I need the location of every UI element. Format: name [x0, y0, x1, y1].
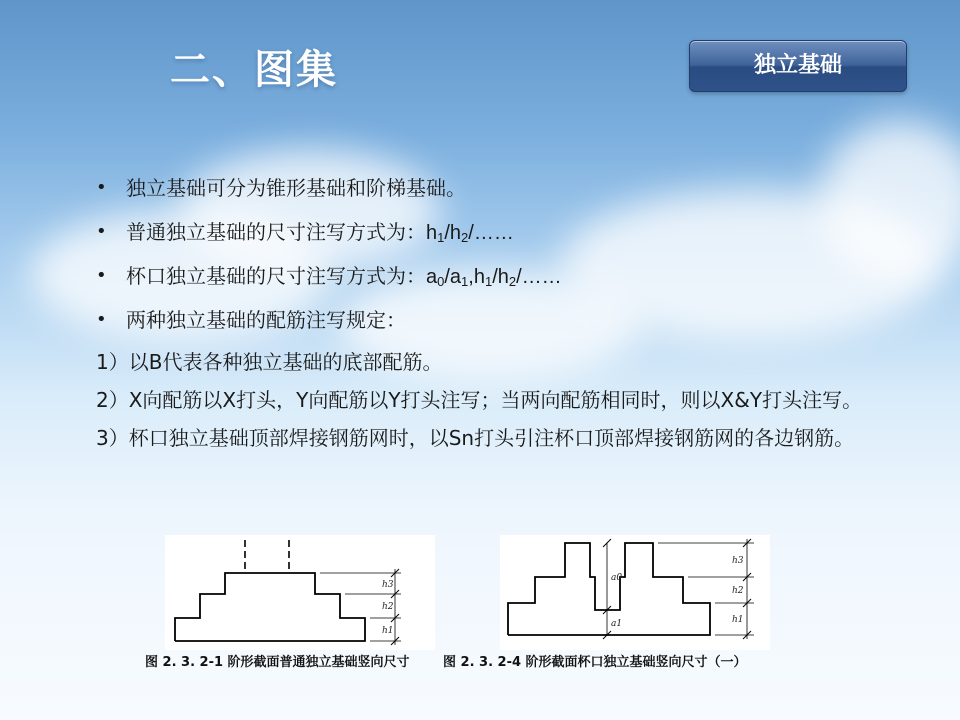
bullet-icon: • [96, 309, 107, 330]
dim-label-h3: h3 [732, 556, 744, 566]
bullet-text: 普通独立基础的尺寸注写方式为： [126, 220, 426, 244]
dim-label-h2: h2 [732, 586, 744, 596]
paragraph: 1）以B代表各种独立基础的底部配筋。 [96, 350, 443, 374]
dim-label-h1: h1 [382, 626, 394, 636]
bullet-icon: • [96, 265, 107, 286]
formula: $h_1/h_2/\dots\dots$ [426, 222, 514, 245]
slide-title: 二、图集 [170, 47, 338, 93]
formula: $a_0/a_1,h_1/h_2/\dots\dots$ [426, 266, 562, 289]
figure-cup-footing [500, 535, 770, 650]
bullet-item [96, 172, 896, 216]
paragraph: 3）杯口独立基础顶部焊接钢筋网时，以Sn打头引注杯口顶部焊接钢筋网的各边钢筋。 [96, 426, 855, 450]
bullet-text: 独立基础可分为锥形基础和阶梯基础。 [126, 176, 466, 200]
paragraph: 2）X向配筋以X打头，Y向配筋以Y打头注写；当两向配筋相同时，则以X&Y打头注写。 [96, 388, 863, 412]
topic-badge: 独立基础 [689, 40, 907, 92]
figure-caption: 图 2. 3. 2-1 阶形截面普通独立基础竖向尺寸 [145, 655, 410, 670]
bullet-icon: • [96, 221, 107, 242]
dim-label-h2: h2 [382, 602, 394, 612]
figure-stepped-footing [165, 535, 435, 650]
dim-label-h3: h3 [382, 580, 394, 590]
dim-label-a0: a0 [611, 573, 623, 583]
dim-label-h1: h1 [732, 615, 744, 625]
bullet-item [96, 260, 896, 304]
bullet-text: 杯口独立基础的尺寸注写方式为： [126, 264, 426, 288]
bullet-item [96, 304, 896, 348]
bullet-text: 两种独立基础的配筋注写规定： [126, 308, 406, 332]
bullet-icon: • [96, 177, 107, 198]
figure-caption: 图 2. 3. 2-4 阶形截面杯口独立基础竖向尺寸（一） [443, 655, 747, 670]
dim-label-a1: a1 [611, 619, 623, 629]
slide-content [96, 172, 896, 462]
bullet-item [96, 216, 896, 260]
